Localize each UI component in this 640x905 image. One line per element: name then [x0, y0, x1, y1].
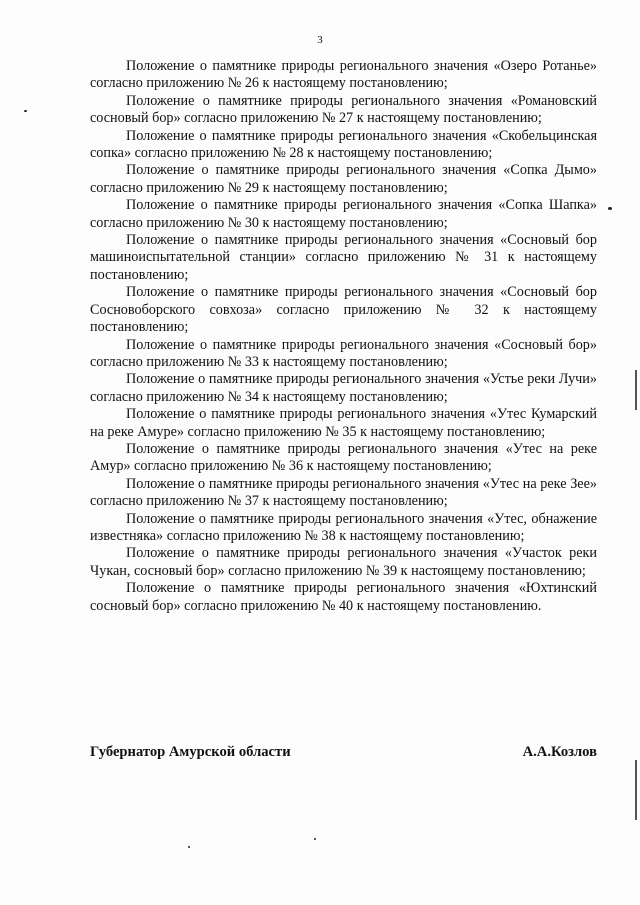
paragraph-annex-37: Положение о памятнике природы регионального значения «Утес на реке Зее» согласно приложению № 37 к настоящему постановлению;: [90, 475, 597, 510]
paragraph-annex-35: Положение о памятнике природы регионального значения «Утес Кумарский на реке Амуре» согласно приложению № 35 к настоящему постановлению;: [90, 406, 597, 440]
paragraph-annex-29: Положение о памятнике природы регионального значения «Сопка Дымо» согласно приложению № 29 к настоящему постановлению;: [90, 162, 597, 196]
paragraph-annex-26: Положение о памятнике природы регионального значения «Озеро Ротанье» согласно приложению № 26 к настоящему постановлению;: [90, 58, 597, 92]
paragraph-annex-32: Положение о памятнике природы регионального значения «Сосновый бор Сосновоборского совхоза» согласно приложению № 32 к настоящему постановлению;: [90, 284, 597, 336]
paragraph-annex-36: Положение о памятнике природы регионального значения «Утес на реке Амур» согласно приложению № 36 к настоящему постановлению;: [90, 440, 597, 475]
scan-edge-mark: [635, 760, 637, 820]
paragraph-annex-27: Положение о памятнике природы регионального значения «Романовский сосновый бор» согласно приложению № 27 к настоящему постановлению;: [90, 92, 597, 127]
paragraph-annex-34: Положение о памятнике природы регионального значения «Устье реки Лучи» согласно приложению № 34 к настоящему постановлению;: [90, 371, 597, 405]
scan-speck: [24, 110, 27, 112]
paragraph-annex-40: Положение о памятнике природы регионального значения «Юхтинский сосновый бор» согласно приложению № 40 к настоящему постановлению.: [90, 580, 597, 614]
paragraph-annex-33: Положение о памятнике природы регионального значения «Сосновый бор» согласно приложению № 33 к настоящему постановлению;: [90, 336, 597, 370]
paragraph-annex-28: Положение о памятнике природы регионального значения «Скобельцинская сопка» согласно приложению № 28 к настоящему постановлению;: [90, 127, 597, 162]
scan-speck: [314, 838, 316, 840]
signatory-name: А.А.Козлов: [522, 744, 597, 760]
document-body: [90, 58, 597, 615]
scan-speck: [188, 846, 190, 848]
paragraph-annex-31: Положение о памятнике природы регионального значения «Сосновый бор машиноиспытательной станции» согласно приложению № 31 к настоящему постановлению;: [90, 232, 597, 283]
paragraph-annex-30: Положение о памятнике природы регионального значения «Сопка Шапка» согласно приложению № 30 к настоящему постановлению;: [90, 197, 597, 231]
page-number: 3: [317, 34, 323, 46]
paragraph-annex-38: Положение о памятнике природы регионального значения «Утес, обнажение известняка» согласно приложению № 38 к настоящему постановлению;: [90, 510, 597, 544]
signature-block: [90, 744, 597, 761]
signatory-position: Губернатор Амурской области: [90, 744, 291, 760]
scan-edge-mark: [635, 370, 637, 410]
paragraph-annex-39: Положение о памятнике природы регионального значения «Участок реки Чукан, сосновый бор» согласно приложению № 39 к настоящему постановлению;: [90, 545, 597, 579]
scan-speck: [608, 207, 612, 210]
